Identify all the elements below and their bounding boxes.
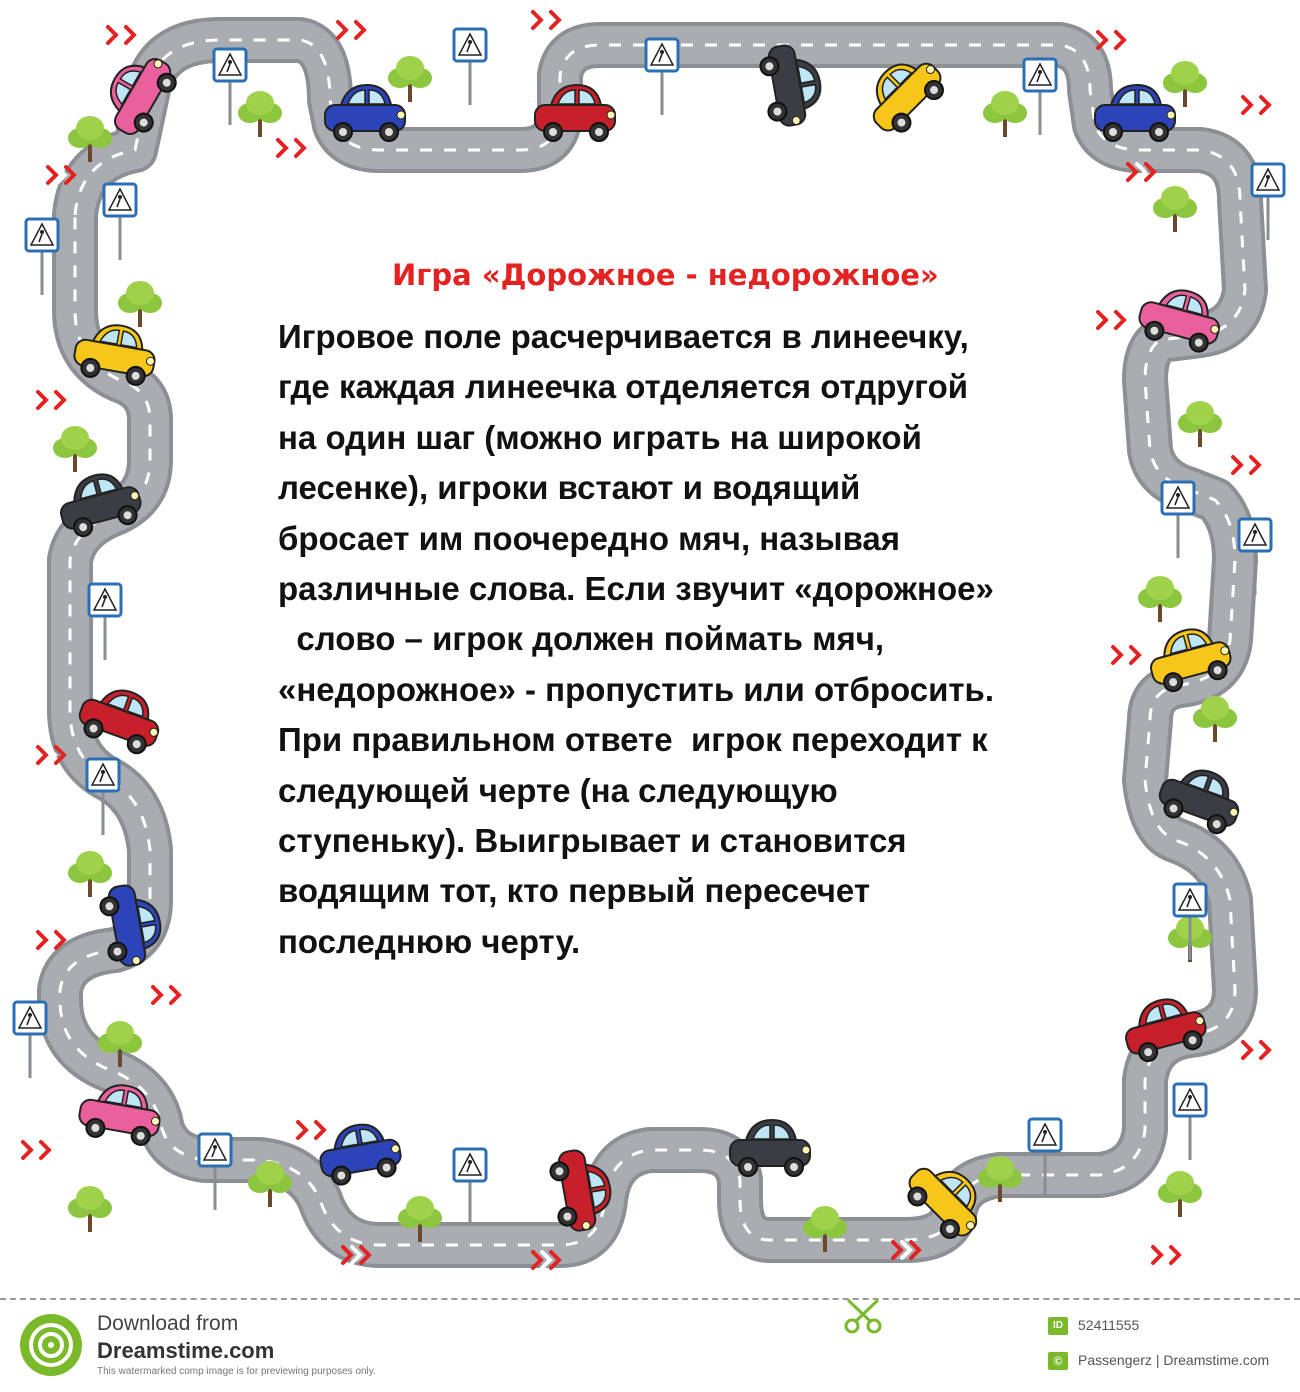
chevron-sign-icon	[1153, 1247, 1179, 1263]
chevron-sign-icon	[1113, 647, 1139, 663]
description-line: ступеньку). Выигрывает и становится	[278, 822, 907, 860]
chevron-sign-icon	[1233, 457, 1259, 473]
copyright-badge: ©	[1048, 1352, 1068, 1370]
chevron-sign-icon	[153, 987, 179, 1003]
tree-icon	[1163, 61, 1207, 107]
pedestrian-sign-icon	[454, 29, 486, 105]
description-line: бросает им поочередно мяч, называя	[278, 519, 901, 557]
pedestrian-sign-icon	[454, 1149, 486, 1225]
chevron-sign-icon	[338, 22, 364, 38]
pedestrian-sign-icon	[1024, 59, 1056, 135]
description-line: водящим тот, кто первый пересечет	[278, 872, 870, 910]
scissors-icon	[830, 1296, 890, 1336]
tree-icon	[1138, 576, 1182, 622]
chevron-sign-icon	[38, 932, 64, 948]
pedestrian-sign-icon	[14, 1002, 46, 1078]
description-line: лесенке), игроки встают и водящий	[278, 469, 861, 507]
description-line: на один шаг (можно играть на широкой	[278, 418, 922, 456]
description-line: слово – игрок должен поймать мяч,	[278, 620, 885, 658]
game-description	[278, 312, 1108, 967]
description-line: где каждая линеечка отделяется отдругой	[278, 368, 969, 406]
description-line: При правильном ответе игрок переходит к	[278, 721, 988, 759]
chevron-sign-icon	[108, 27, 134, 43]
tree-icon	[68, 851, 112, 897]
pedestrian-sign-icon	[89, 584, 121, 660]
pedestrian-sign-icon	[104, 184, 136, 260]
tree-icon	[1158, 1171, 1202, 1217]
tree-icon	[238, 91, 282, 137]
chevron-sign-icon	[38, 392, 64, 408]
tree-icon	[68, 1186, 112, 1232]
description-line: последнюю черту.	[278, 922, 581, 960]
tree-icon	[1153, 186, 1197, 232]
description-line: следующей черте (на следующую	[278, 771, 838, 809]
download-from-text: Download from	[97, 1312, 239, 1335]
chevron-sign-icon	[1098, 32, 1124, 48]
author-credit: Passengerz | Dreamstime.com	[1078, 1352, 1270, 1368]
dreamstime-logo-icon	[20, 1314, 82, 1376]
description-line: различные слова. Если звучит «дорожное»	[278, 570, 994, 608]
tree-icon	[388, 56, 432, 102]
game-title: Игра «Дорожное - недорожное»	[392, 258, 939, 292]
watermark-footer	[0, 1298, 1300, 1392]
tree-icon	[1178, 401, 1222, 447]
description-line: Игровое поле расчерчивается в линеечку,	[278, 318, 969, 355]
chevron-sign-icon	[23, 1142, 49, 1158]
site-name: Dreamstime.com	[97, 1338, 275, 1363]
chevron-sign-icon	[533, 12, 559, 28]
pedestrian-sign-icon	[1162, 482, 1194, 558]
pedestrian-sign-icon	[646, 39, 678, 115]
tree-icon	[118, 281, 162, 327]
pedestrian-sign-icon	[1174, 1084, 1206, 1160]
id-badge: ID	[1048, 1317, 1068, 1335]
image-id: 52411555	[1078, 1317, 1140, 1333]
chevron-sign-icon	[298, 1122, 324, 1138]
description-line: «недорожное» - пропустить или отбросить.	[278, 670, 994, 708]
chevron-sign-icon	[1243, 1042, 1269, 1058]
tree-icon	[53, 426, 97, 472]
chevron-sign-icon	[278, 140, 304, 156]
chevron-sign-icon	[1243, 97, 1269, 113]
car-icon	[730, 1120, 810, 1176]
tree-icon	[983, 91, 1027, 137]
watermark-notice: This watermarked comp image is for previewing purposes only.	[97, 1366, 376, 1377]
